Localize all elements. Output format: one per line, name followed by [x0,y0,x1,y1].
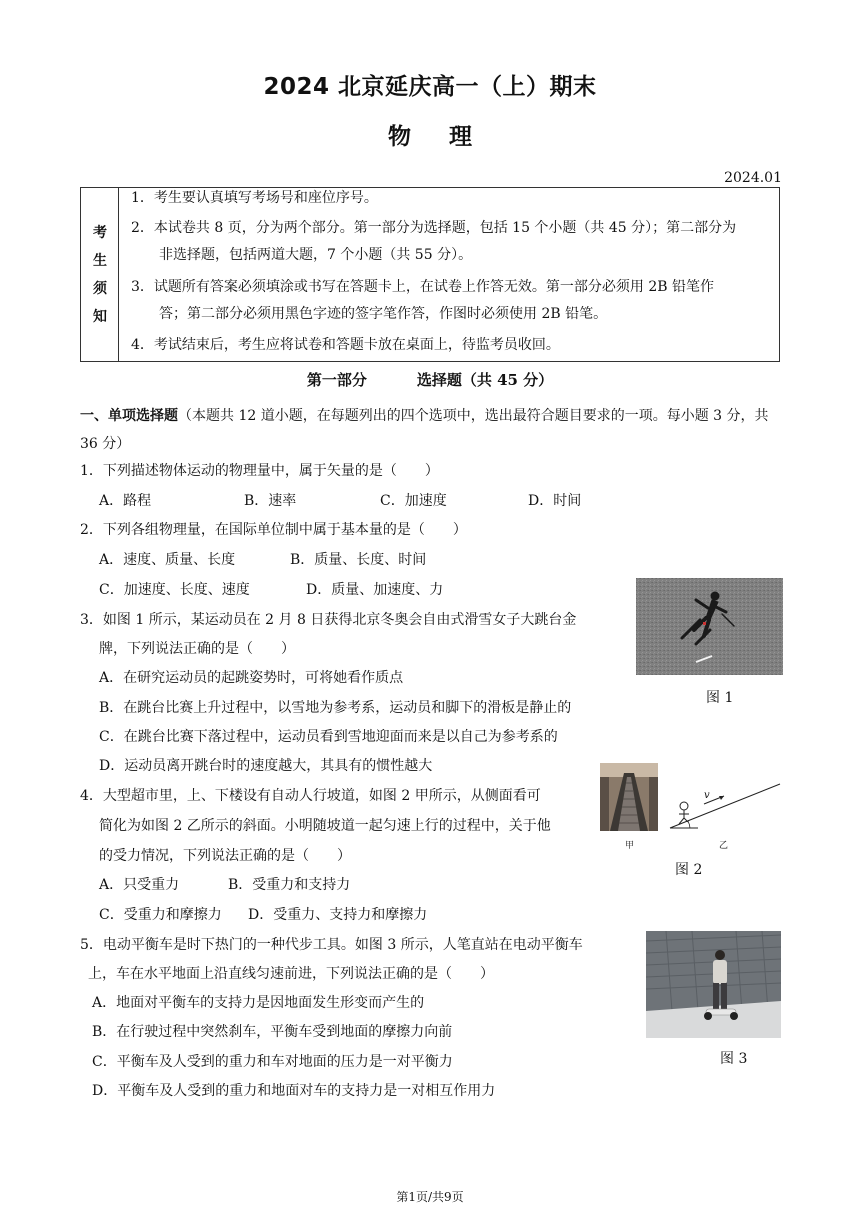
notice-label [81,188,119,361]
q4-option-d: D．受重力、支持力和摩擦力 [248,907,428,923]
notice-line: 2．本试卷共 8 页，分为两个部分。第一部分为选择题，包括 15 个小题（共 45 分）；第二部分为 [131,220,737,236]
part-title: 选择题（共 45 分） [416,371,554,389]
exam-date: 2024.01 [724,170,782,186]
q4-option-a: A．只受重力 [99,877,180,893]
figure-1-caption: 图 1 [706,690,734,706]
balance-scooter-illustration [646,931,781,1038]
notice-line: 答；第二部分必须用黑色字迹的签字笔作答，作图时必须使用 2B 铅笔。 [159,306,608,322]
question-5-stem: 5．电动平衡车是时下热门的一种代步工具。如图 3 所示，人笔直站在电动平衡车 [80,937,583,953]
notice-line: 非选择题，包括两道大题，7 个小题（共 55 分）。 [159,247,473,263]
q4-option-b: B．受重力和支持力 [228,877,351,893]
exam-title: 2024 北京延庆高一（上）期末 [263,74,597,100]
q5-option-c: C．平衡车及人受到的重力和车对地面的压力是一对平衡力 [92,1054,453,1070]
question-4-stem-cont: 简化为如图 2 乙所示的斜面。小明随坡道一起匀速上行的过程中，关于他 [99,818,551,834]
q1-option-b: B．速率 [244,493,297,509]
notice-line: 4．考试结束后，考生应将试卷和答题卡放在桌面上，待监考员收回。 [131,337,560,353]
q2-option-c: C．加速度、长度、速度 [99,582,250,598]
question-3-stem-cont: 牌，下列说法正确的是（ ） [99,641,295,657]
q2-option-d: D．质量、加速度、力 [306,582,444,598]
q3-option-b: B．在跳台比赛上升过程中，以雪地为参考系，运动员和脚下的滑板是静止的 [99,700,572,716]
skier-illustration [636,578,783,675]
notice-label-char: 知 [93,309,107,325]
question-3-stem: 3．如图 1 所示，某运动员在 2 月 8 日获得北京冬奥会自由式滑雪女子大跳台金 [80,612,577,628]
q1-option-d: D．时间 [528,493,582,509]
figure-2-label-yi: 乙 [719,841,729,851]
question-4-stem-cont: 的受力情况，下列说法正确的是（ ） [99,848,351,864]
q5-option-b: B．在行驶过程中突然刹车，平衡车受到地面的摩擦力向前 [92,1024,453,1040]
q4-option-c: C．受重力和摩擦力 [99,907,222,923]
figure-3-caption: 图 3 [720,1051,748,1067]
escalator-illustration [600,763,658,831]
question-2-stem: 2．下列各组物理量，在国际单位制中属于基本量的是（ ） [80,522,467,538]
question-5-stem-cont: 上，车在水平地面上沿直线匀速前进，下列说法正确的是（ ） [88,966,494,982]
figure-1-skier-photo [636,578,783,675]
part-name: 第一部分 [306,371,367,389]
q2-option-b: B．质量、长度、时间 [290,552,427,568]
q1-option-a: A．路程 [99,493,152,509]
q5-option-a: A．地面对平衡车的支持力是因地面发生形变而产生的 [92,995,425,1011]
figure-2-escalator-photo [600,763,658,831]
q3-option-a: A．在研究运动员的起跳姿势时，可将她看作质点 [99,670,404,686]
notice-label-char: 须 [93,281,107,297]
figure-2-label-jia: 甲 [625,841,635,851]
figure-2-caption: 图 2 [675,862,703,878]
notice-line: 1．考生要认真填写考场号和座位序号。 [131,190,378,206]
figure-3-scooter-photo [646,931,781,1038]
subject-title: 物理 [388,124,510,150]
notice-box [80,187,780,362]
q1-option-c: C．加速度 [380,493,447,509]
section-title: 一、单项选择题 [80,408,178,424]
section-instructions: （本题共 12 道小题，在每题列出的四个选项中，选出最符合题目要求的一项。每小题 3 分，共 36 分） [80,408,769,452]
q3-option-d: D．运动员离开跳台时的速度越大，其具有的惯性越大 [99,758,433,774]
q5-option-d: D．平衡车及人受到的重力和地面对车的支持力是一对相互作用力 [92,1083,496,1099]
section-heading [80,402,782,458]
figure-2-incline-diagram [666,770,784,832]
page-number: 第1页/共9页 [396,1190,464,1204]
question-4-stem: 4．大型超市里，上、下楼设有自动人行坡道，如图 2 甲所示，从侧面看可 [80,788,541,804]
figure-2-velocity-label: v [704,790,710,801]
notice-line: 3．试题所有答案必须填涂或书写在答题卡上，在试卷上作答无效。第一部分必须用 2B 铅笔作 [131,279,715,295]
part-heading [0,369,860,390]
notice-label-char: 考 [93,225,107,241]
question-1-stem: 1．下列描述物体运动的物理量中，属于矢量的是（ ） [80,463,439,479]
q3-option-c: C．在跳台比赛下落过程中，运动员看到雪地迎面而来是以自己为参考系的 [99,729,558,745]
notice-label-char: 生 [93,253,107,269]
q2-option-a: A．速度、质量、长度 [99,552,236,568]
